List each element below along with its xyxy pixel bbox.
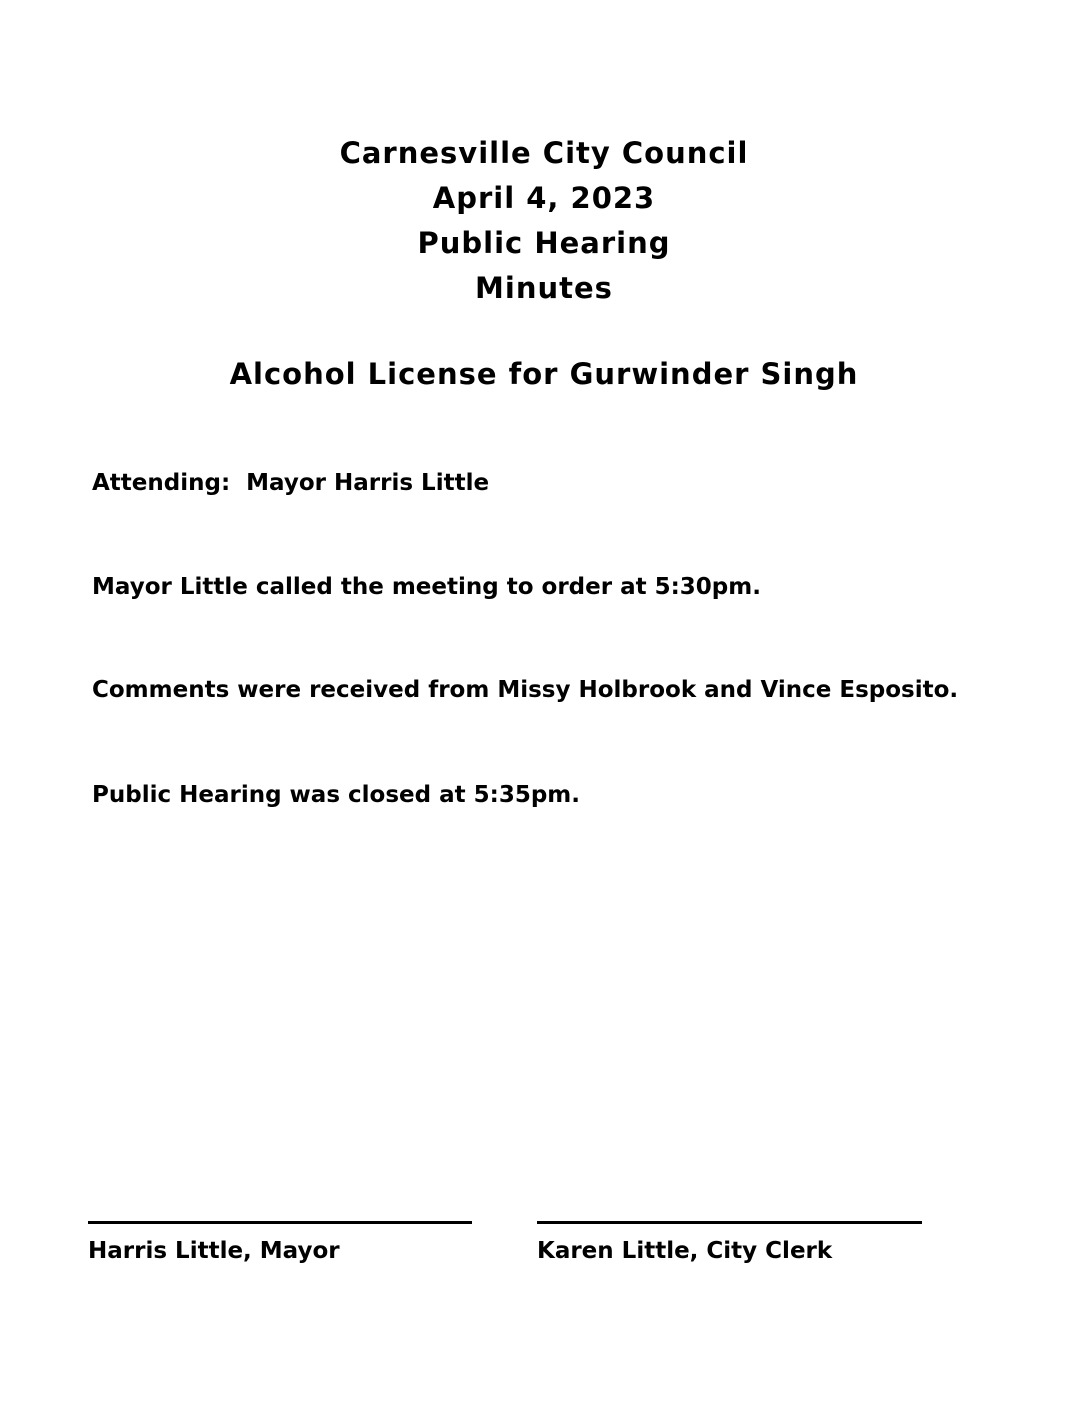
signature-block <box>88 1221 922 1265</box>
signature-mayor <box>88 1221 472 1265</box>
signature-clerk <box>537 1221 922 1265</box>
closing-paragraph: Public Hearing was closed at 5:35pm. <box>92 782 580 808</box>
attending-paragraph: Attending: Mayor Harris Little <box>92 470 490 496</box>
signature-line-mayor <box>88 1221 472 1224</box>
organization-title: Carnesville City Council <box>339 136 749 170</box>
signature-label-clerk: Karen Little, City Clerk <box>537 1238 833 1264</box>
signature-label-mayor: Harris Little, Mayor <box>88 1238 340 1264</box>
document-header <box>0 131 1088 311</box>
subject-line: Alcohol License for Gurwinder Singh <box>229 357 859 391</box>
comments-paragraph: Comments were received from Missy Holbrook and Vince Esposito. <box>92 677 959 703</box>
document-type: Minutes <box>475 271 613 305</box>
call-to-order-paragraph: Mayor Little called the meeting to order at 5:30pm. <box>92 574 761 600</box>
signature-line-clerk <box>537 1221 922 1224</box>
meeting-date: April 4, 2023 <box>432 181 656 215</box>
meeting-type: Public Hearing <box>417 226 671 260</box>
